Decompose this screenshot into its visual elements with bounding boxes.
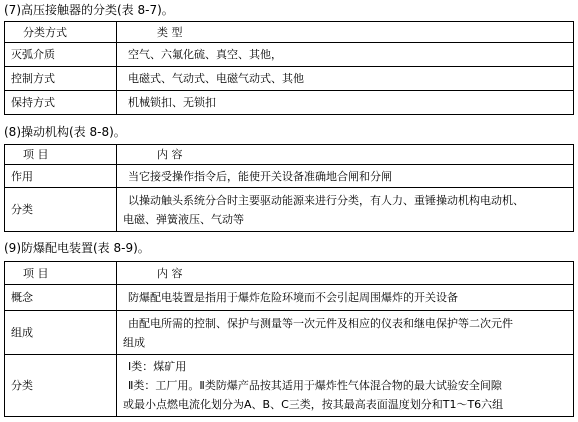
row-value: 空气、六氟化硫、真空、其他， (117, 43, 574, 67)
row-value-line: 组成 (123, 335, 145, 349)
section7-heading: (7)高压接触器的分类(表 8-7)。 (4, 3, 174, 17)
row-label: 控制方式 (5, 67, 117, 91)
header-col2: 内 容 (117, 145, 574, 165)
table-row (5, 43, 574, 67)
row-value-line: 电磁、弹簧液压、气动等 (123, 212, 244, 226)
table-8-8 (4, 144, 574, 232)
section9-heading: (9)防爆配电装置(表 8-9)。 (4, 241, 150, 255)
row-value: 机械锁扣、无锁扣 (117, 91, 574, 115)
row-value-line: Ⅰ类：煤矿用 (128, 360, 187, 373)
header-col2: 类 型 (117, 22, 574, 43)
header-col2: 内 容 (117, 262, 574, 285)
row-value: 电磁式、气动式、电磁气动式、其他 (117, 67, 574, 91)
row-label: 分类 (5, 188, 117, 232)
table-row (5, 91, 574, 115)
row-label: 灭弧介质 (5, 43, 117, 67)
row-label: 组成 (5, 311, 117, 355)
table-header-row (5, 262, 574, 285)
table-header-row (5, 22, 574, 43)
row-value (117, 188, 574, 232)
row-value-line: 以操动触头系统分合时主要驱动能源来进行分类，有人力、重锤操动机构电动机、 (128, 193, 524, 207)
header-col1: 项 目 (5, 145, 117, 165)
row-value-line: 由配电所需的控制、保护与测量等一次元件及相应的仪表和继电保护等二次元件 (128, 316, 513, 330)
row-value (117, 355, 574, 417)
row-value: 当它接受操作指令后，能使开关设备准确地合闸和分闸 (117, 165, 574, 188)
table-8-7 (4, 21, 574, 115)
table-8-9 (4, 261, 574, 417)
header-col1: 分类方式 (5, 22, 117, 43)
row-label: 概念 (5, 285, 117, 311)
row-value-line: Ⅱ类：工厂用。Ⅱ类防爆产品按其适用于爆炸性气体混合物的最大试验安全间隙 (128, 379, 502, 392)
table-header-row (5, 145, 574, 165)
table-row (5, 188, 574, 232)
row-label: 保持方式 (5, 91, 117, 115)
table-row (5, 67, 574, 91)
header-col1: 项 目 (5, 262, 117, 285)
row-label: 作用 (5, 165, 117, 188)
table-row (5, 285, 574, 311)
row-label: 分类 (5, 355, 117, 417)
table-row (5, 355, 574, 417)
row-value: 防爆配电装置是指用于爆炸危险环境而不会引起周围爆炸的开关设备 (117, 285, 574, 311)
table-row (5, 165, 574, 188)
row-value (117, 311, 574, 355)
table-row (5, 311, 574, 355)
section8-heading: (8)操动机构(表 8-8)。 (4, 125, 126, 139)
row-value-line: 或最小点燃电流化划分为A、B、C三类，按其最高表面温度划分和T1～T6六组 (123, 398, 504, 411)
